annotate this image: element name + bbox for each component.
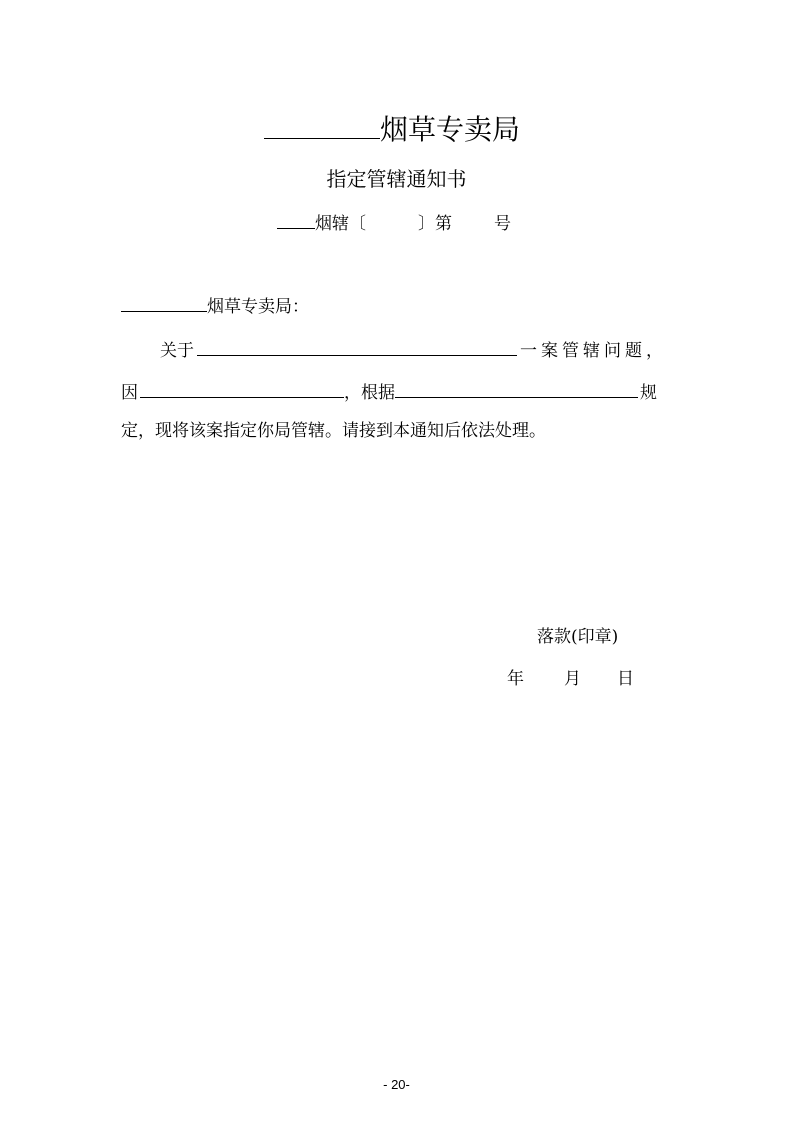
- case-name-blank[interactable]: [197, 335, 517, 356]
- line2-start: 因: [121, 383, 138, 403]
- line2-middle: ，根据: [344, 383, 395, 403]
- doc-number-middle: 〕第: [418, 214, 452, 234]
- body-line-1: [160, 335, 667, 364]
- body-line-3: 定，现将该案指定你局管辖。请接到本通知后依法处理。: [121, 421, 546, 441]
- legal-basis-blank[interactable]: [395, 377, 638, 398]
- document-title: [264, 108, 520, 148]
- day-label: 日: [617, 669, 634, 689]
- year-label: 年: [507, 669, 524, 689]
- recipient-blank[interactable]: [121, 291, 207, 312]
- recipient-suffix: 烟草专卖局：: [207, 297, 309, 317]
- document-number: [277, 208, 511, 237]
- recipient-line: [121, 291, 309, 320]
- line1-start: 关于: [160, 341, 194, 361]
- body-line-2: [121, 377, 657, 406]
- document-subtitle: 指定管辖通知书: [326, 167, 467, 191]
- title-text: 烟草专卖局: [380, 113, 521, 146]
- doc-number-prefix: 烟辖〔: [315, 214, 366, 234]
- doc-number-prefix-blank[interactable]: [277, 208, 315, 229]
- page-number: - 20-: [383, 1077, 410, 1092]
- reason-blank[interactable]: [140, 377, 344, 398]
- seal-label: 落款(印章): [537, 627, 619, 647]
- month-label: 月: [564, 669, 581, 689]
- line1-end: 一案管辖问题，: [520, 341, 667, 361]
- doc-number-suffix: 号: [494, 214, 511, 234]
- date-line: [507, 666, 634, 692]
- line2-end: 规: [640, 383, 657, 403]
- issuer-blank[interactable]: [264, 108, 380, 139]
